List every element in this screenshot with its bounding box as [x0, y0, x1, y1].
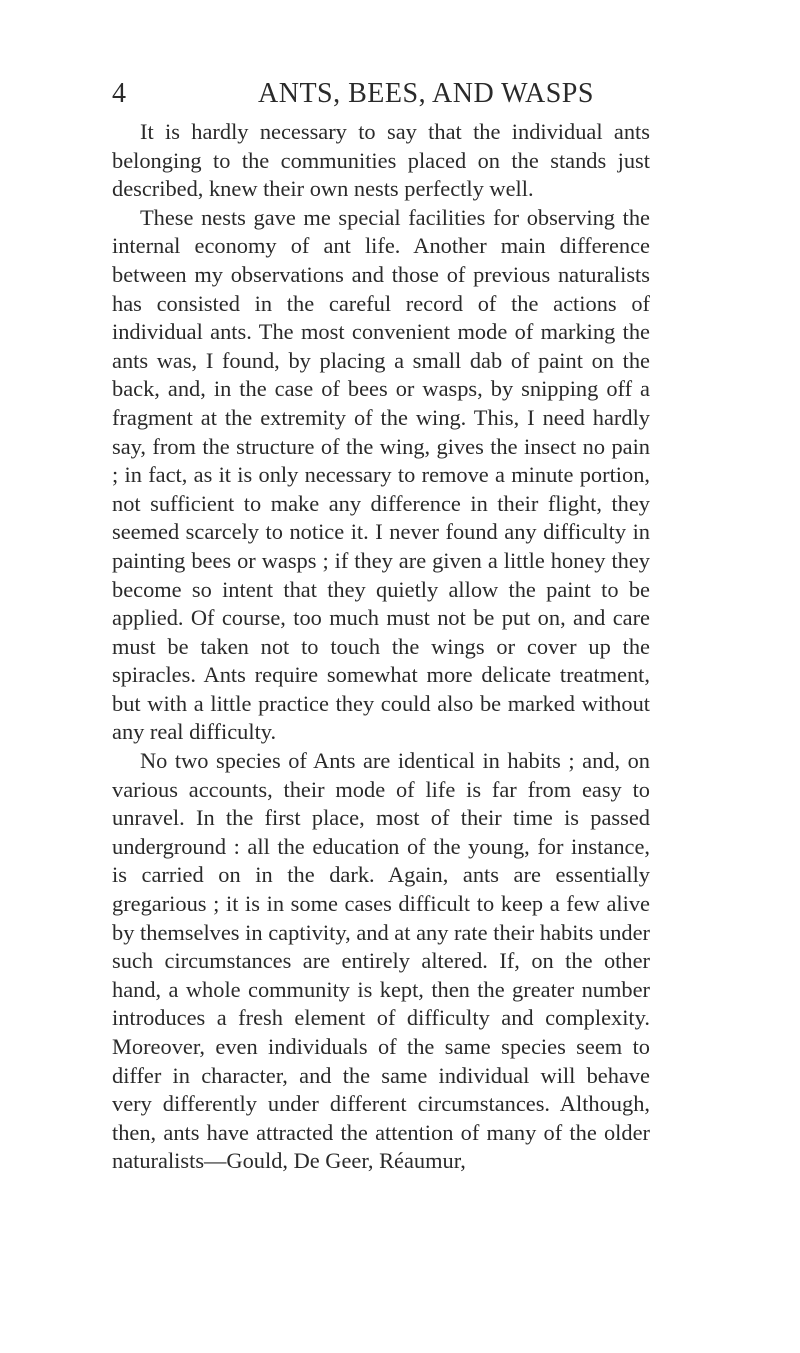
paragraph: No two species of Ants are identical in habits ; and, on various accounts, their mode of life is far from easy to unravel. In the first place, most of their time is passed underground : all the education of the young, for instance, is carried on in the dark. Again, ants are essentially gregarious ; it is in some cases difficult to keep a few alive by themselves in captivity, and at any rate their habits under such circumstances are entirely altered. If, on the other hand, a whole community is kept, then the greater number introduces a fresh element of difficulty and complexity. Moreover, even individuals of the same species seem to differ in character, and the same individual will behave very differently under different circumstances. Although, then, ants have attracted the attention of many of the older naturalists—Gould, De Geer, Réaumur,: [112, 748, 650, 1174]
body-text: [112, 118, 650, 1176]
running-title: ANTS, BEES, AND WASPS: [258, 78, 594, 109]
running-head: [112, 74, 650, 114]
page-number: 4: [112, 78, 126, 109]
paragraph: These nests gave me special facilities for observing the internal economy of ant life. Another main difference between my observations and those of previous naturalists has consisted in the careful record of the actions of individual ants. The most convenient mode of marking the ants was, I found, by placing a small dab of paint on the back, and, in the case of bees or wasps, by snipping off a fragment at the extremity of the wing. This, I need hardly say, from the structure of the wing, gives the insect no pain ; in fact, as it is only necessary to remove a minute portion, not sufficient to make any difference in their flight, they seemed scarcely to notice it. I never found any difficulty in painting bees or wasps ; if they are given a little honey they become so intent that they quietly allow the paint to be applied. Of course, too much must not be put on, and care must be taken not to touch the wings or cover up the spiracles. Ants require somewhat more delicate treatment, but with a little practice they could also be marked without any real difficulty.: [112, 204, 650, 745]
paragraph: It is hardly necessary to say that the individual ants belonging to the communities placed on the stands just described, knew their own nests perfectly well.: [112, 119, 650, 202]
